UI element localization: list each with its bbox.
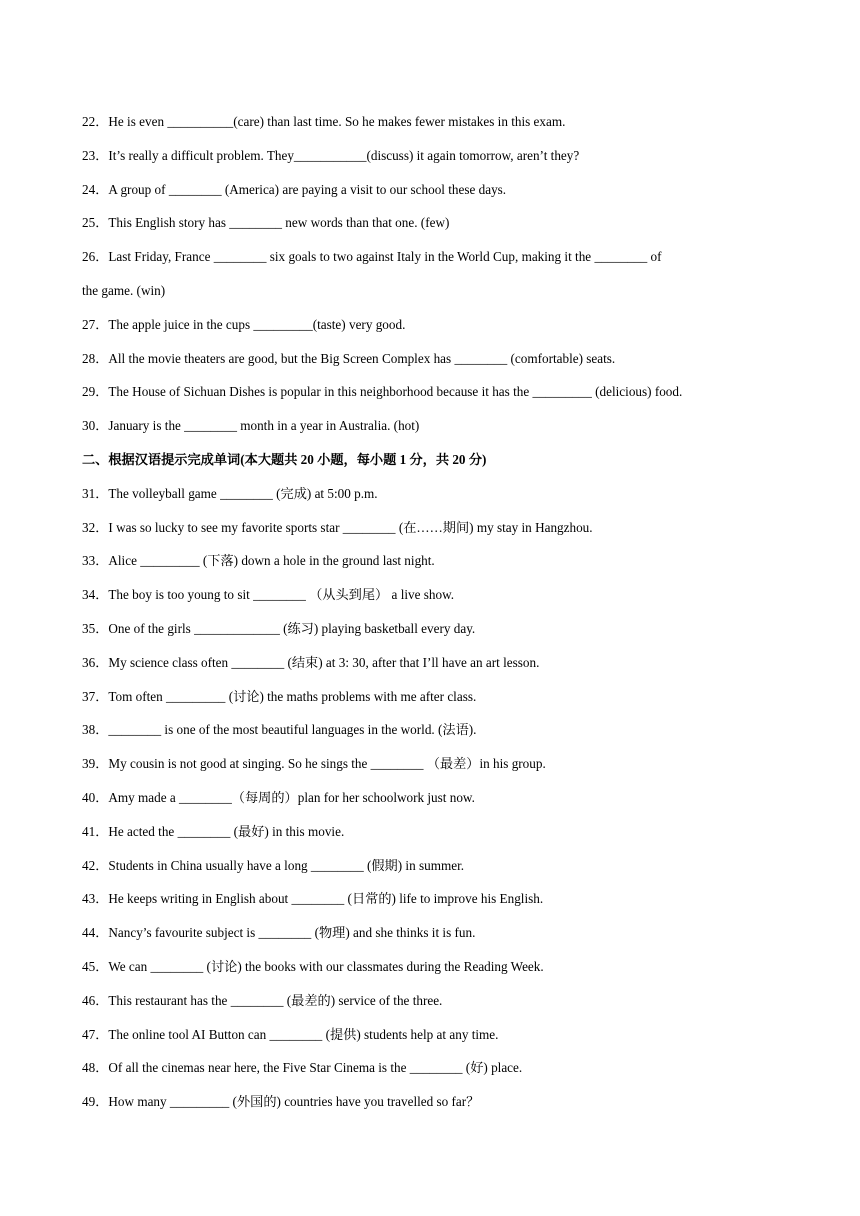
question-line: 25．This English story has ________ new words than that one. (few) <box>82 215 450 231</box>
question-line: 40．Amy made a ________（每周的）plan for her schoolwork just now. <box>82 789 475 805</box>
question-line: 45．We can ________ (讨论) the books with our classmates during the Reading Week. <box>82 958 544 974</box>
question-line: 42．Students in China usually have a long ________ (假期) in summer. <box>82 857 465 873</box>
question-line: 22．He is even __________(care) than last time. So he makes fewer mistakes in this exam. <box>82 114 566 129</box>
question-line: 49．How many _________ (外国的) countries have you travelled so far？ <box>82 1094 480 1110</box>
question-line: 44．Nancy’s favourite subject is ________ (物理) and she thinks it is fun. <box>82 925 476 941</box>
question-line: 46．This restaurant has the ________ (最差的) service of the three. <box>82 992 443 1008</box>
question-line: 28．All the movie theaters are good, but the Big Screen Complex has ________ (comfortable) seats. <box>82 350 616 366</box>
question-line: 32．I was so lucky to see my favorite sports star ________ (在……期间) my stay in Hangzhou. <box>82 519 593 535</box>
section-heading: 二、根据汉语提示完成单词(本大题共 20 小题，每小题 1 分，共 20 分) <box>82 451 487 467</box>
question-line: 39．My cousin is not good at singing. So he sings the ________ （最差）in his group. <box>82 756 546 772</box>
question-line: the game. (win) <box>82 282 166 298</box>
question-line: 31．The volleyball game ________ (完成) at 5:00 p.m. <box>82 485 378 501</box>
question-line: 38．________ is one of the most beautiful languages in the world. (法语). <box>82 722 477 738</box>
question-line: 33．Alice _________ (下落) down a hole in the ground last night. <box>82 553 435 569</box>
question-line: 41．He acted the ________ (最好) in this movie. <box>82 823 345 839</box>
question-line: 37．Tom often _________ (讨论) the maths problems with me after class. <box>82 688 477 704</box>
question-line: 23．It’s really a difficult problem. They___________(discuss) it again tomorrow, aren’t they? <box>82 147 580 163</box>
question-line: 27．The apple juice in the cups _________(taste) very good. <box>82 316 406 332</box>
question-line: 26．Last Friday, France ________ six goals to two against Italy in the World Cup, making it the ________ of <box>82 249 662 265</box>
question-line: 47．The online tool AI Button can ________ (提供) students help at any time. <box>82 1026 499 1042</box>
question-line: 30．January is the ________ month in a year in Australia. (hot) <box>82 418 420 434</box>
question-line: 48．Of all the cinemas near here, the Five Star Cinema is the ________ (好) place. <box>82 1060 523 1076</box>
question-line: 35．One of the girls _____________ (练习) playing basketball every day. <box>82 620 476 636</box>
question-line: 43．He keeps writing in English about ________ (日常的) life to improve his English. <box>82 891 544 907</box>
question-list <box>82 112 782 1126</box>
question-line: 29．The House of Sichuan Dishes is popular in this neighborhood because it has the _________ (delicious) food. <box>82 384 683 400</box>
question-line: 36．My science class often ________ (结束) at 3: 30, after that I’ll have an art lesson. <box>82 654 540 670</box>
question-line: 34．The boy is too young to sit ________ （从头到尾） a live show. <box>82 587 455 603</box>
question-line: 24．A group of ________ (America) are paying a visit to our school these days. <box>82 181 507 197</box>
